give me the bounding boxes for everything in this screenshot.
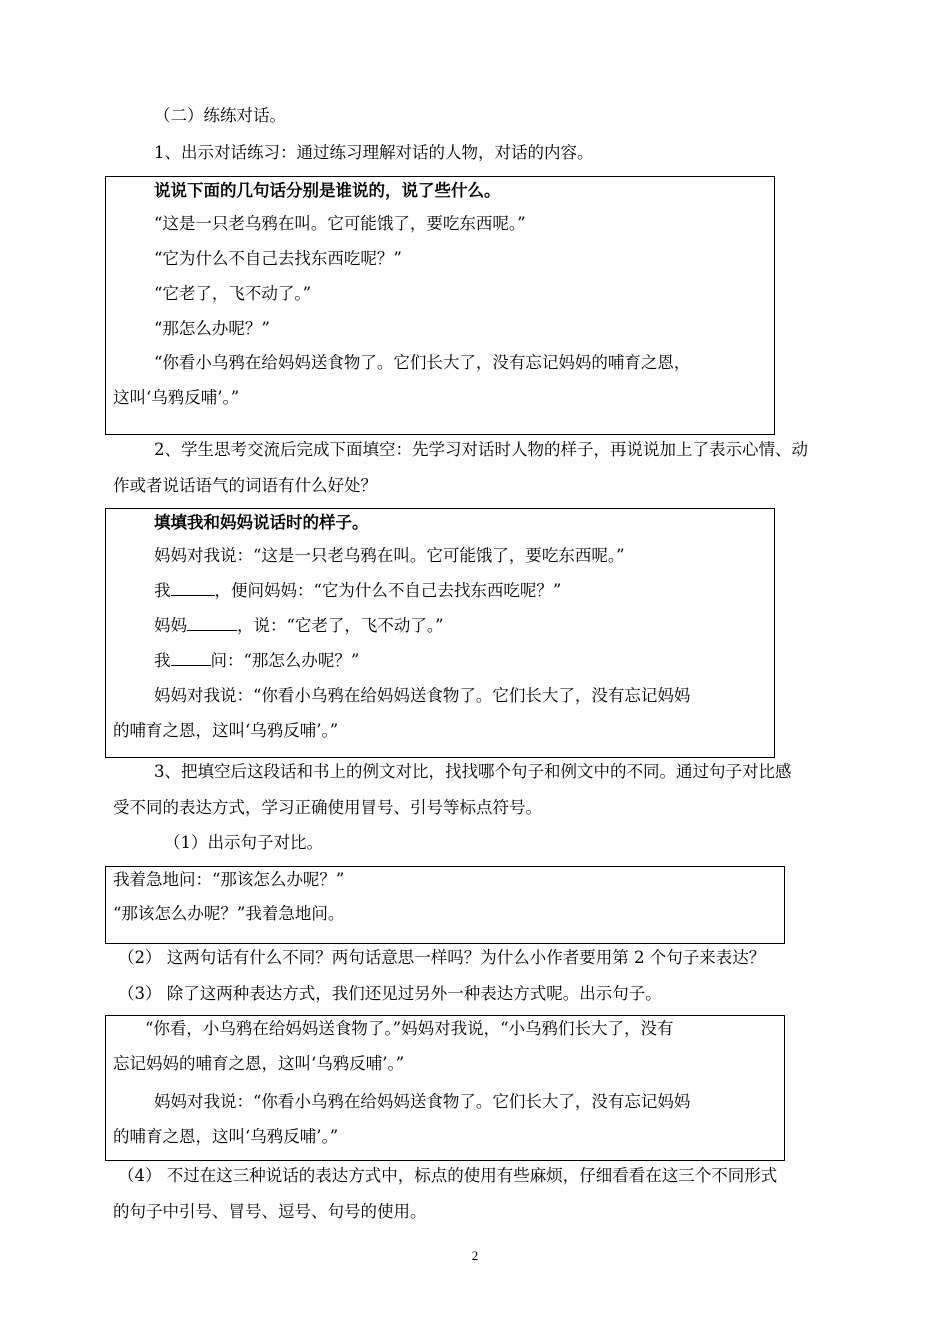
item-2-text: 2、学生思考交流后完成下面填空：先学习对话时人物的样子，再说说加上了表示心情、动: [154, 440, 808, 459]
page-number: 2: [471, 1248, 479, 1263]
item-1-text: 1、出示对话练习：通过练习理解对话的人物，对话的内容。: [154, 143, 594, 162]
section-heading: （二）练练对话。: [154, 106, 286, 125]
item-3-text: 3、把填空后这段话和书上的例文对比，找找哪个句子和例文中的不同。通过句子对比感: [154, 762, 792, 781]
box2-line: 的哺育之恩，这叫‘乌鸦反哺’。”: [113, 721, 339, 740]
box1-line: 这叫‘乌鸦反哺’。”: [113, 388, 240, 407]
box1-line: “它为什么不自己去找东西吃呢？”: [154, 249, 402, 268]
box2-line: 妈妈对我说：“你看小乌鸦在给妈妈送食物了。它们长大了，没有忘记妈妈: [154, 686, 691, 705]
box2-line: 妈妈 ，说：“它老了，飞不动了。”: [154, 616, 444, 635]
box2-line: 我 问：“那怎么办呢？”: [154, 651, 360, 670]
item-3-text: 受不同的表达方式，学习正确使用冒号、引号等标点符号。: [113, 798, 542, 817]
box1-title: 说说下面的几句话分别是谁说的，说了些什么。: [154, 181, 501, 200]
box1-line: “这是一只老乌鸦在叫。它可能饿了，要吃东西呢。”: [154, 214, 526, 233]
box1-line: “那怎么办呢？”: [154, 319, 270, 338]
box4-line: 忘记妈妈的哺育之恩，这叫‘乌鸦反哺’。”: [113, 1054, 405, 1073]
sub-item-2: （2） 这两句话有什么不同？两句话意思一样吗？为什么小作者要用第 2 个句子来表达？: [118, 948, 766, 967]
box1-line: “它老了，飞不动了。”: [154, 284, 312, 303]
box2-title: 填填我和妈妈说话时的样子。: [154, 513, 369, 532]
box2-line: 我 ，便问妈妈：“它为什么不自己去找东西吃呢？”: [154, 581, 562, 600]
item-2-text: 作或者说话语气的词语有什么好处？: [113, 476, 377, 495]
sub-item-4: 的句子中引号、冒号、逗号、句号的使用。: [113, 1202, 427, 1221]
box4-line: “你看，小乌鸦在给妈妈送食物了。”妈妈对我说，“小乌鸦们长大了，没有: [145, 1019, 674, 1038]
box4-line: 妈妈对我说：“你看小乌鸦在给妈妈送食物了。它们长大了，没有忘记妈妈: [154, 1092, 691, 1111]
box4-line: 的哺育之恩，这叫‘乌鸦反哺’。”: [113, 1127, 339, 1146]
sub-item-4: （4） 不过在这三种说话的表达方式中，标点的使用有些麻烦，仔细看看在这三个不同形式: [118, 1166, 778, 1185]
fill-blank[interactable]: [187, 616, 237, 631]
box1-line: “你看小乌鸦在给妈妈送食物了。它们长大了，没有忘记妈妈的哺育之恩，: [154, 353, 691, 372]
fill-blank[interactable]: [171, 581, 215, 596]
sub-item-1: （1）出示句子对比。: [164, 833, 323, 852]
box3-line: “那该怎么办呢？”我着急地问。: [113, 904, 345, 923]
fill-blank[interactable]: [171, 651, 211, 666]
box2-line: 妈妈对我说：“这是一只老乌鸦在叫。它可能饿了，要吃东西呢。”: [154, 546, 625, 565]
sub-item-3: （3） 除了这两种表达方式，我们还见过另外一种表达方式呢。出示句子。: [118, 984, 662, 1003]
box3-line: 我着急地问：“那该怎么办呢？”: [113, 870, 345, 889]
